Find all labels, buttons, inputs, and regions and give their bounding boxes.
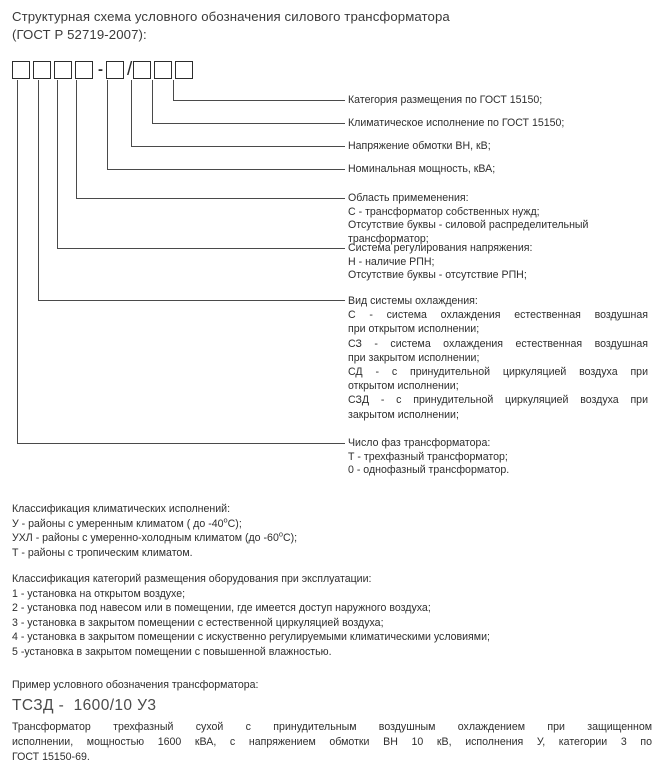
label-text: Отсутствие буквы - отсутствие РПН; [348,269,527,282]
label-text: 0 - однофазный трансформатор. [348,464,510,477]
climatic-row-2 [12,531,297,546]
label-text: Климатическое исполнение по ГОСТ 15150; [348,117,565,129]
label-hv-winding-voltage [348,140,648,154]
climatic-classification-block [12,502,297,560]
label-text: трансформатор; [348,232,429,245]
label-text: при открытом исполнении; [348,323,480,336]
label-text: закрытом исполнении; [348,408,459,421]
label-text: при закрытом исполнении; [348,351,480,364]
label-text: СД - с принудительной циркуляцией воздуха при [348,366,648,379]
degree-symbol-icon: о [278,529,283,539]
example-description [12,720,652,766]
leader-phase-count [18,80,346,444]
climatic-row-1-before: У - районы с умеренным климатом ( до -40 [12,517,224,530]
page-title-line-1: Структурная схема условного обозначения силового трансформатора [12,9,450,24]
climatic-row-3 [12,546,297,561]
label-text: открытом исполнении; [348,380,459,393]
label-text: С - система охлаждения естественная воздушная [348,309,648,322]
label-rated-power [348,163,648,177]
category-row: 3 - установка в закрытом помещении с естественной циркуляцией воздуха; [12,616,384,629]
label-application-area [348,192,648,246]
leader-hv-voltage [132,80,346,147]
label-heading: Область примеменения: [348,192,469,204]
leader-climatic-version [153,80,346,124]
leader-placement-category [174,80,346,101]
designation-slash: / [127,59,133,80]
label-text: Напряжение обмотки ВН, кВ; [348,140,491,152]
label-text: СЗ - система охлаждения естественная воздушная [348,337,648,350]
example-designation-code: ТСЗД - 1600/10 У3 [12,697,157,714]
label-text: Номинальная мощность, кВА; [348,163,496,175]
label-text: Т - трехфазный трансформатор; [348,450,508,463]
label-cooling-system-type [348,294,648,422]
leader-cooling-system [39,80,346,301]
label-text: СЗД - с принудительной циркуляцией воздуха при [348,394,648,407]
label-text: Отсутствие буквы - силовой распределительный [348,219,589,232]
degree-symbol-icon: о [223,515,228,525]
example-heading: Пример условного обозначения трансформатора: [12,679,259,691]
categories-heading: Классификация категорий размещения оборудования при эксплуатации: [12,573,372,585]
example-description-row: исполнении, мощностью 1600 кВА, с напряжением обмотки ВН 10 кВ, исполнения У, категории 3 по [12,736,652,749]
leader-rated-power [108,80,346,170]
climatic-row-2-after: С); [282,532,298,545]
category-row: 4 - установка в закрытом помещении с искуственно регулируемыми климатическими условиями; [12,631,490,644]
label-voltage-regulation-system [348,242,648,283]
label-heading: Вид системы охлаждения: [348,295,478,307]
category-row: 2 - установка под навесом или в помещении, где имеется доступ наружного воздуха; [12,602,431,615]
climatic-row-2-before: УХЛ - районы с умеренно-холодным климатом (до -60 [12,532,279,545]
category-row: 1 - установка на открытом воздухе; [12,587,186,600]
example-heading-block [12,678,258,693]
label-heading: Число фаз трансформатора: [348,437,491,449]
leader-voltage-regulation [58,80,346,249]
label-heading: Система регулирования напряжения: [348,242,533,254]
category-row: 5 -установка в закрытом помещении с повышенной влажностью. [12,645,332,658]
label-phase-count [348,437,648,478]
example-description-row: ГОСТ 15150-69. [12,751,90,764]
label-text: Категория размещения по ГОСТ 15150; [348,94,543,106]
label-text: С - трансформатор собственных нужд; [348,205,540,218]
climatic-heading: Классификация климатических исполнений: [12,503,231,515]
page-title-line-2: (ГОСТ Р 52719-2007): [12,27,147,42]
climatic-row-1-after: С); [227,517,242,530]
label-text: Н - наличие РПН; [348,255,435,268]
label-climatic-version [348,117,648,131]
climatic-row-3-before: Т - районы с тропическим климатом. [12,546,193,559]
climatic-row-1 [12,517,297,532]
leader-application-area [77,80,346,199]
designation-dash: - [98,61,103,78]
categories-classification-block [12,572,490,660]
example-description-row: Трансформатор трехфазный сухой с принудительным воздушным охлаждением при защищенном [12,721,652,733]
label-placement-category [348,94,648,108]
